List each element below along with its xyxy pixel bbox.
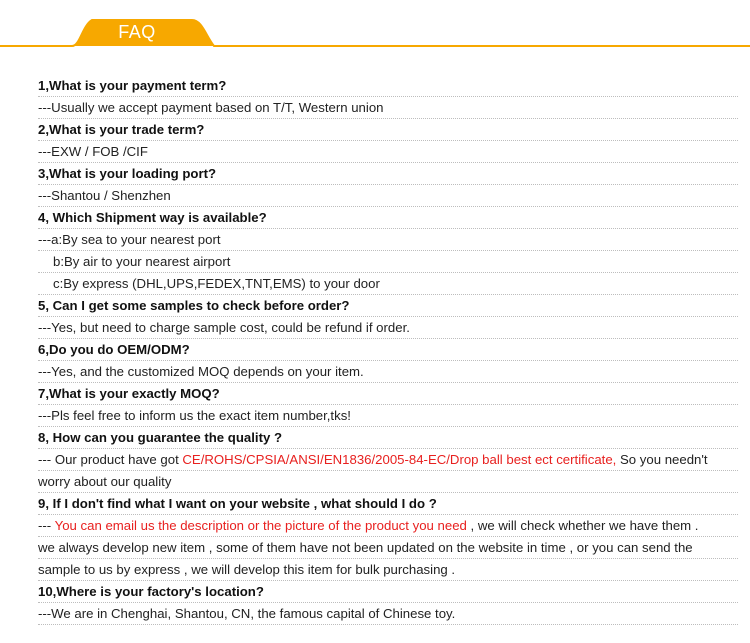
question: 10,Where is your factory's location? — [38, 581, 738, 603]
answer: ---Shantou / Shenzhen — [38, 185, 738, 207]
question: 7,What is your exactly MOQ? — [38, 383, 738, 405]
question: 3,What is your loading port? — [38, 163, 738, 185]
answer: ---Pls feel free to inform us the exact item number,tks! — [38, 405, 738, 427]
answer-continued: we always develop new item , some of them have not been updated on the website in time , or you can send the — [38, 537, 738, 559]
certificate-highlight: CE/ROHS/CPSIA/ANSI/EN1836/2005-84-EC/Drop ball best ect certificate, — [182, 452, 617, 467]
answer: ---EXW / FOB /CIF — [38, 141, 738, 163]
answer-text: --- Our product have got — [38, 452, 183, 467]
faq-header — [0, 0, 750, 60]
answer — [38, 515, 738, 537]
question: 2,What is your trade term? — [38, 119, 738, 141]
question: 9, If I don't find what I want on your website , what should I do ? — [38, 493, 738, 515]
question: 6,Do you do OEM/ODM? — [38, 339, 738, 361]
answer — [38, 449, 738, 471]
question: 8, How can you guarantee the quality ? — [38, 427, 738, 449]
answer-text: , we will check whether we have them . — [466, 518, 699, 533]
answer: ---Yes, but need to charge sample cost, could be refund if order. — [38, 317, 738, 339]
faq-list — [38, 75, 738, 625]
question: 4, Which Shipment way is available? — [38, 207, 738, 229]
answer: ---a:By sea to your nearest port — [38, 229, 738, 251]
answer-continued: worry about our quality — [38, 471, 738, 493]
answer-continued: c:By express (DHL,UPS,FEDEX,TNT,EMS) to your door — [38, 273, 738, 295]
answer-text: --- — [38, 518, 55, 533]
answer-text: So you needn't — [616, 452, 708, 467]
answer-continued: b:By air to your nearest airport — [38, 251, 738, 273]
faq-title: FAQ — [118, 22, 156, 42]
question: 5, Can I get some samples to check before order? — [38, 295, 738, 317]
question: 1,What is your payment term? — [38, 75, 738, 97]
answer-continued: sample to us by express , we will develop this item for bulk purchasing . — [38, 559, 738, 581]
answer: ---Usually we accept payment based on T/T, Western union — [38, 97, 738, 119]
email-highlight: You can email us the description or the picture of the product you need — [54, 518, 467, 533]
answer: ---Yes, and the customized MOQ depends on your item. — [38, 361, 738, 383]
answer: ---We are in Chenghai, Shantou, CN, the famous capital of Chinese toy. — [38, 603, 738, 625]
